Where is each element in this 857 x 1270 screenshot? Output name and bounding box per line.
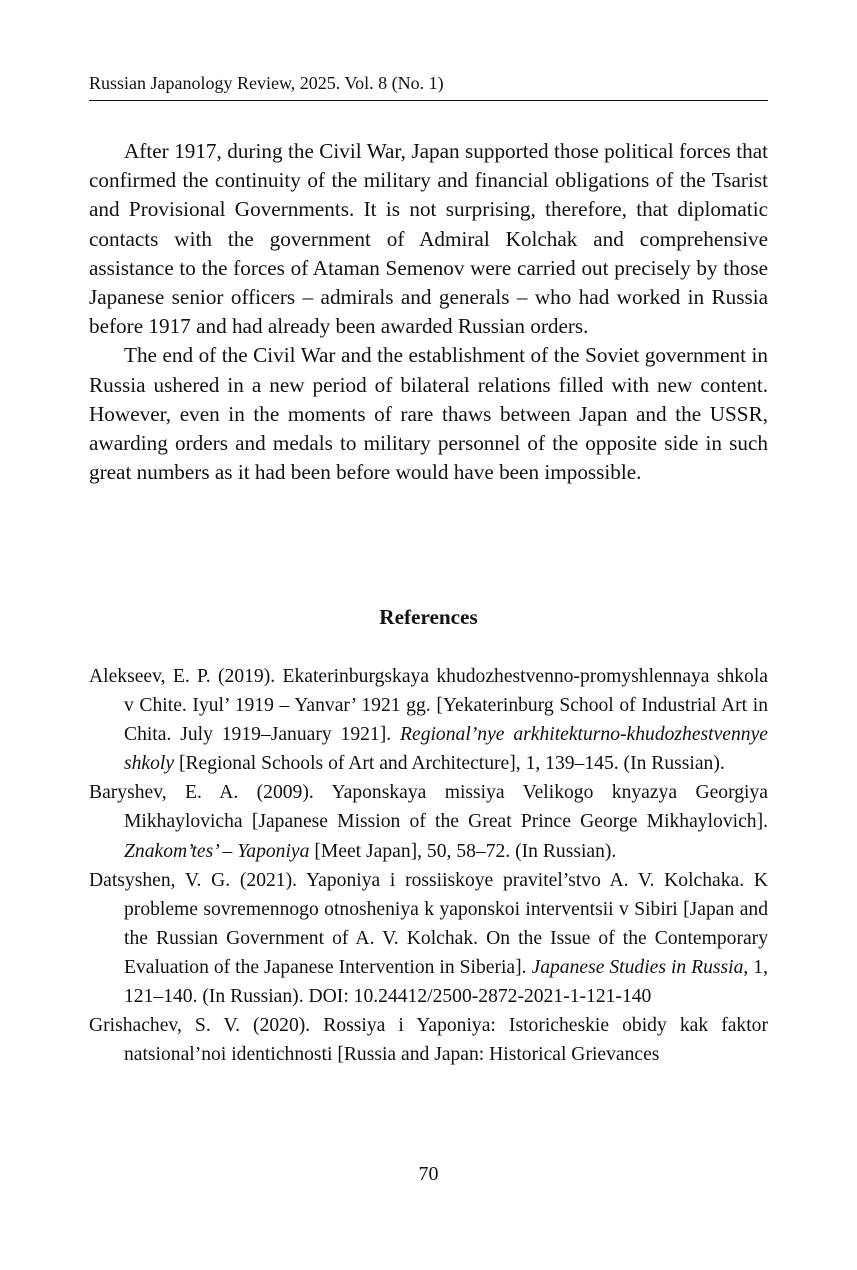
reference-text: Grishachev, S. V. (2020). Rossiya i Yaponiya: Istoricheskie obidy kak faktor natsional’noi identichnosti [Russia and Japan: Historical Grievances bbox=[89, 1015, 768, 1066]
reference-list bbox=[89, 662, 768, 1069]
reference-item bbox=[89, 1011, 768, 1069]
reference-text: Alekseev, E. P. (2019). Ekaterinburgskaya khudozhestvenno-promyshlennaya shkola v Chite. Iyul’ 1919 – Yanvar’ 1921 gg. [Yekaterinburg School of Industrial Art in Chita. July 1919–January 1921]. bbox=[89, 666, 768, 746]
reference-item bbox=[89, 662, 768, 778]
reference-journal: Znakom’tes’ – Yaponiya bbox=[124, 840, 310, 862]
reference-item bbox=[89, 778, 768, 865]
body-text bbox=[89, 137, 768, 487]
reference-text: Datsyshen, V. G. (2021). Yaponiya i rossiiskoye pravitel’stvo A. V. Kolchaka. K probleme sovremennogo otnosheniya k yaponskoi interventsii v Sibiri [Japan and the Russian Government of A. V. Kolchak. On the Issue of the Contemporary Evaluation of the Japanese Intervention in Siberia]. bbox=[89, 869, 768, 978]
reference-journal: Regional’nye arkhitekturno-khudozhestvennye shkoly bbox=[124, 724, 768, 775]
reference-item bbox=[89, 866, 768, 1011]
reference-text: Baryshev, E. A. (2009). Yaponskaya missiya Velikogo knyazya Georgiya Mikhaylovicha [Japanese Mission of the Great Prince George Mikhaylovich]. bbox=[89, 782, 768, 833]
references-heading: References bbox=[379, 605, 478, 629]
reference-text: [Regional Schools of Art and Architecture], 1, 139–145. (In Russian). bbox=[174, 753, 725, 775]
reference-text: [Meet Japan], 50, 58–72. (In Russian). bbox=[309, 840, 617, 862]
paragraph: After 1917, during the Civil War, Japan supported those political forces that confirmed the continuity of the military and financial obligations of the Tsarist and Provisional Governments. It is not surprising, therefore, that diplomatic contacts with the government of Admiral Kolchak and comprehensive assistance to the forces of Ataman Semenov were carried out precisely by those Japanese senior officers – admirals and generals – who had worked in Russia before 1917 and had already been awarded Russian orders. bbox=[89, 139, 768, 339]
paragraph: The end of the Civil War and the establishment of the Soviet government in Russia ushered in a new period of bilateral relations filled with new content. However, even in the moments of rare thaws between Japan and the USSR, awarding orders and medals to military personnel of the opposite side in such great numbers as it had been before would have been impossible. bbox=[89, 343, 768, 485]
running-header: Russian Japanology Review, 2025. Vol. 8 (No. 1) bbox=[89, 70, 768, 101]
reference-text: , 1, 121–140. (In Russian). DOI: 10.24412/2500-2872-2021-1-121-140 bbox=[124, 956, 768, 1008]
page-number: 70 bbox=[418, 1163, 439, 1185]
reference-journal: Japanese Studies in Russia bbox=[531, 956, 744, 978]
